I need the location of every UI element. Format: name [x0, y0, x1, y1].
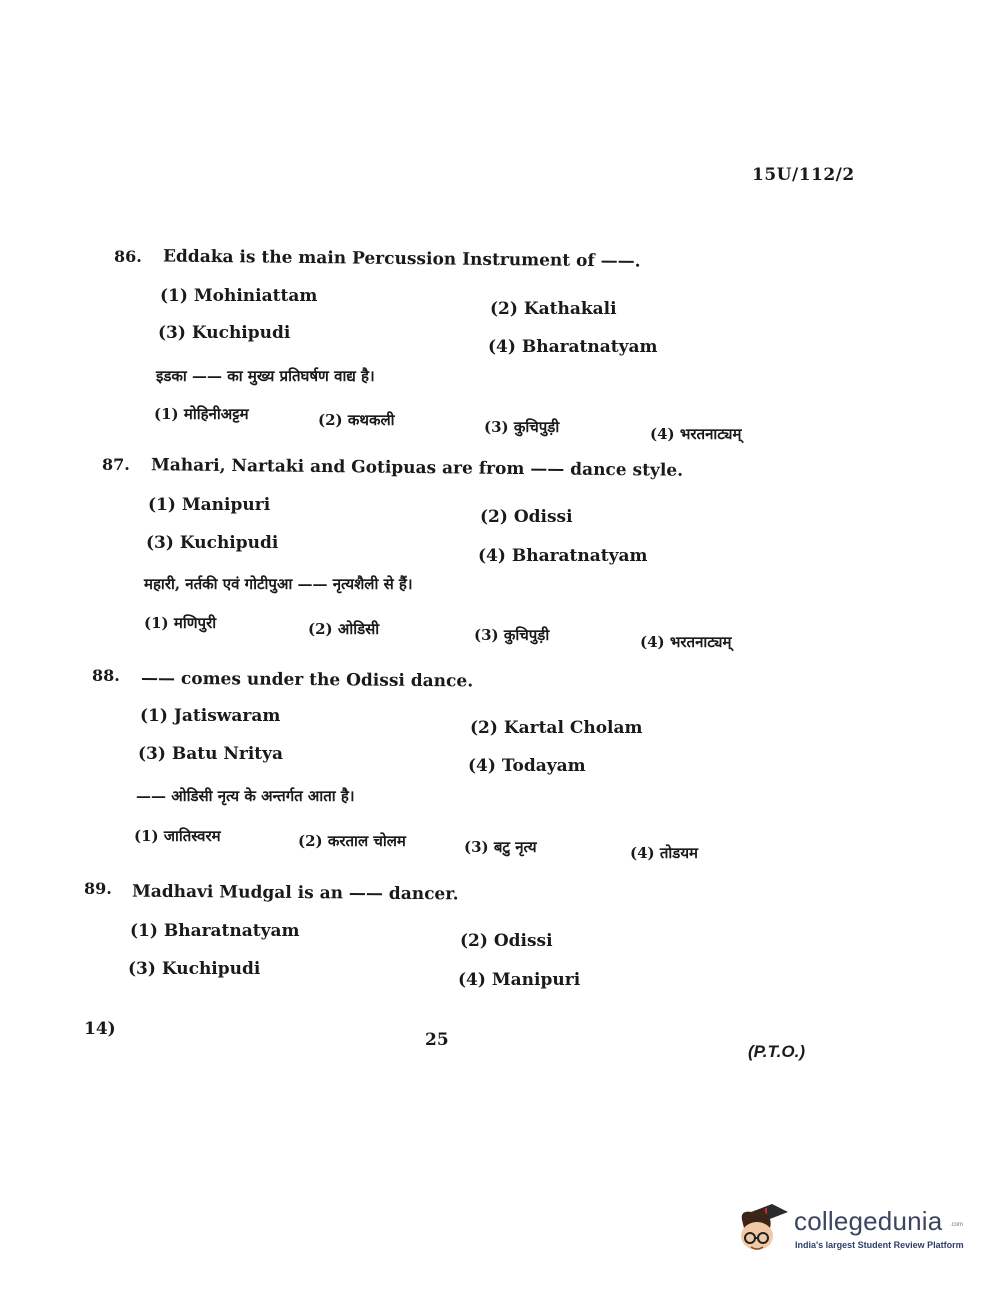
question-text: Eddaka is the main Percussion Instrument of ——. [162, 246, 641, 272]
hindi-option-2: (2) करताल चोलम [298, 832, 406, 850]
collegedunia-mascot-icon [732, 1198, 790, 1256]
option-1: (1) Mohiniattam [160, 286, 318, 306]
option-2: (2) Odissi [480, 507, 573, 527]
footer-left-code: 14) [84, 1019, 116, 1039]
hindi-option-3: (3) बटु नृत्य [464, 838, 537, 856]
option-2: (2) Kartal Cholam [470, 718, 643, 738]
hindi-option-1: (1) जातिस्वरम [134, 827, 221, 845]
pto-label: (P.T.O.) [748, 1042, 805, 1061]
hindi-question-text: महारी, नर्तकी एवं गोटीपुआ —— नृत्यशैली से हैं। [144, 575, 413, 593]
question-text: —— comes under the Odissi dance. [140, 668, 474, 692]
question-number: 89. [84, 879, 112, 898]
question-number: 87. [102, 455, 130, 474]
page-number: 25 [425, 1030, 449, 1050]
option-1: (1) Bharatnatyam [130, 921, 300, 941]
question-number: 86. [114, 247, 142, 266]
option-2: (2) Kathakali [490, 299, 617, 319]
option-4: (4) Manipuri [458, 970, 581, 990]
paper-code: 15U/112/2 [752, 165, 855, 185]
option-4: (4) Bharatnatyam [478, 546, 648, 566]
option-3: (3) Kuchipudi [146, 533, 279, 553]
option-4: (4) Bharatnatyam [488, 337, 658, 357]
question-text: Mahari, Nartaki and Gotipuas are from —— dance style. [150, 455, 684, 481]
option-2: (2) Odissi [460, 931, 553, 951]
hindi-option-1: (1) मोहिनीअट्टम [154, 405, 249, 423]
hindi-option-4: (4) तोडयम [630, 844, 698, 862]
question-text: Madhavi Mudgal is an —— dancer. [131, 881, 459, 905]
option-3: (3) Kuchipudi [158, 323, 291, 343]
brand-tagline: India's largest Student Review Platform [795, 1240, 964, 1250]
option-3: (3) Kuchipudi [128, 959, 261, 979]
hindi-question-text: —— ओडिसी नृत्य के अन्तर्गत आता है। [136, 787, 355, 805]
option-4: (4) Todayam [468, 756, 586, 776]
brand-com: .com [950, 1222, 964, 1228]
hindi-option-2: (2) ओडिसी [308, 620, 380, 638]
hindi-option-3: (3) कुचिपुड़ी [484, 418, 560, 436]
hindi-option-4: (4) भरतनाट्यम् [650, 425, 742, 443]
hindi-option-4: (4) भरतनाट्यम् [640, 633, 732, 651]
collegedunia-watermark [732, 1198, 962, 1258]
hindi-option-2: (2) कथकली [318, 411, 395, 429]
hindi-option-1: (1) मणिपुरी [144, 614, 217, 632]
option-1: (1) Manipuri [148, 495, 271, 515]
hindi-option-3: (3) कुचिपुड़ी [474, 626, 550, 644]
option-1: (1) Jatiswaram [140, 706, 281, 726]
brand-name: collegedunia [794, 1206, 943, 1236]
hindi-question-text: इडका —— का मुख्य प्रतिघर्षण वाद्य है। [156, 367, 375, 385]
question-number: 88. [92, 666, 120, 685]
option-3: (3) Batu Nritya [138, 744, 284, 764]
